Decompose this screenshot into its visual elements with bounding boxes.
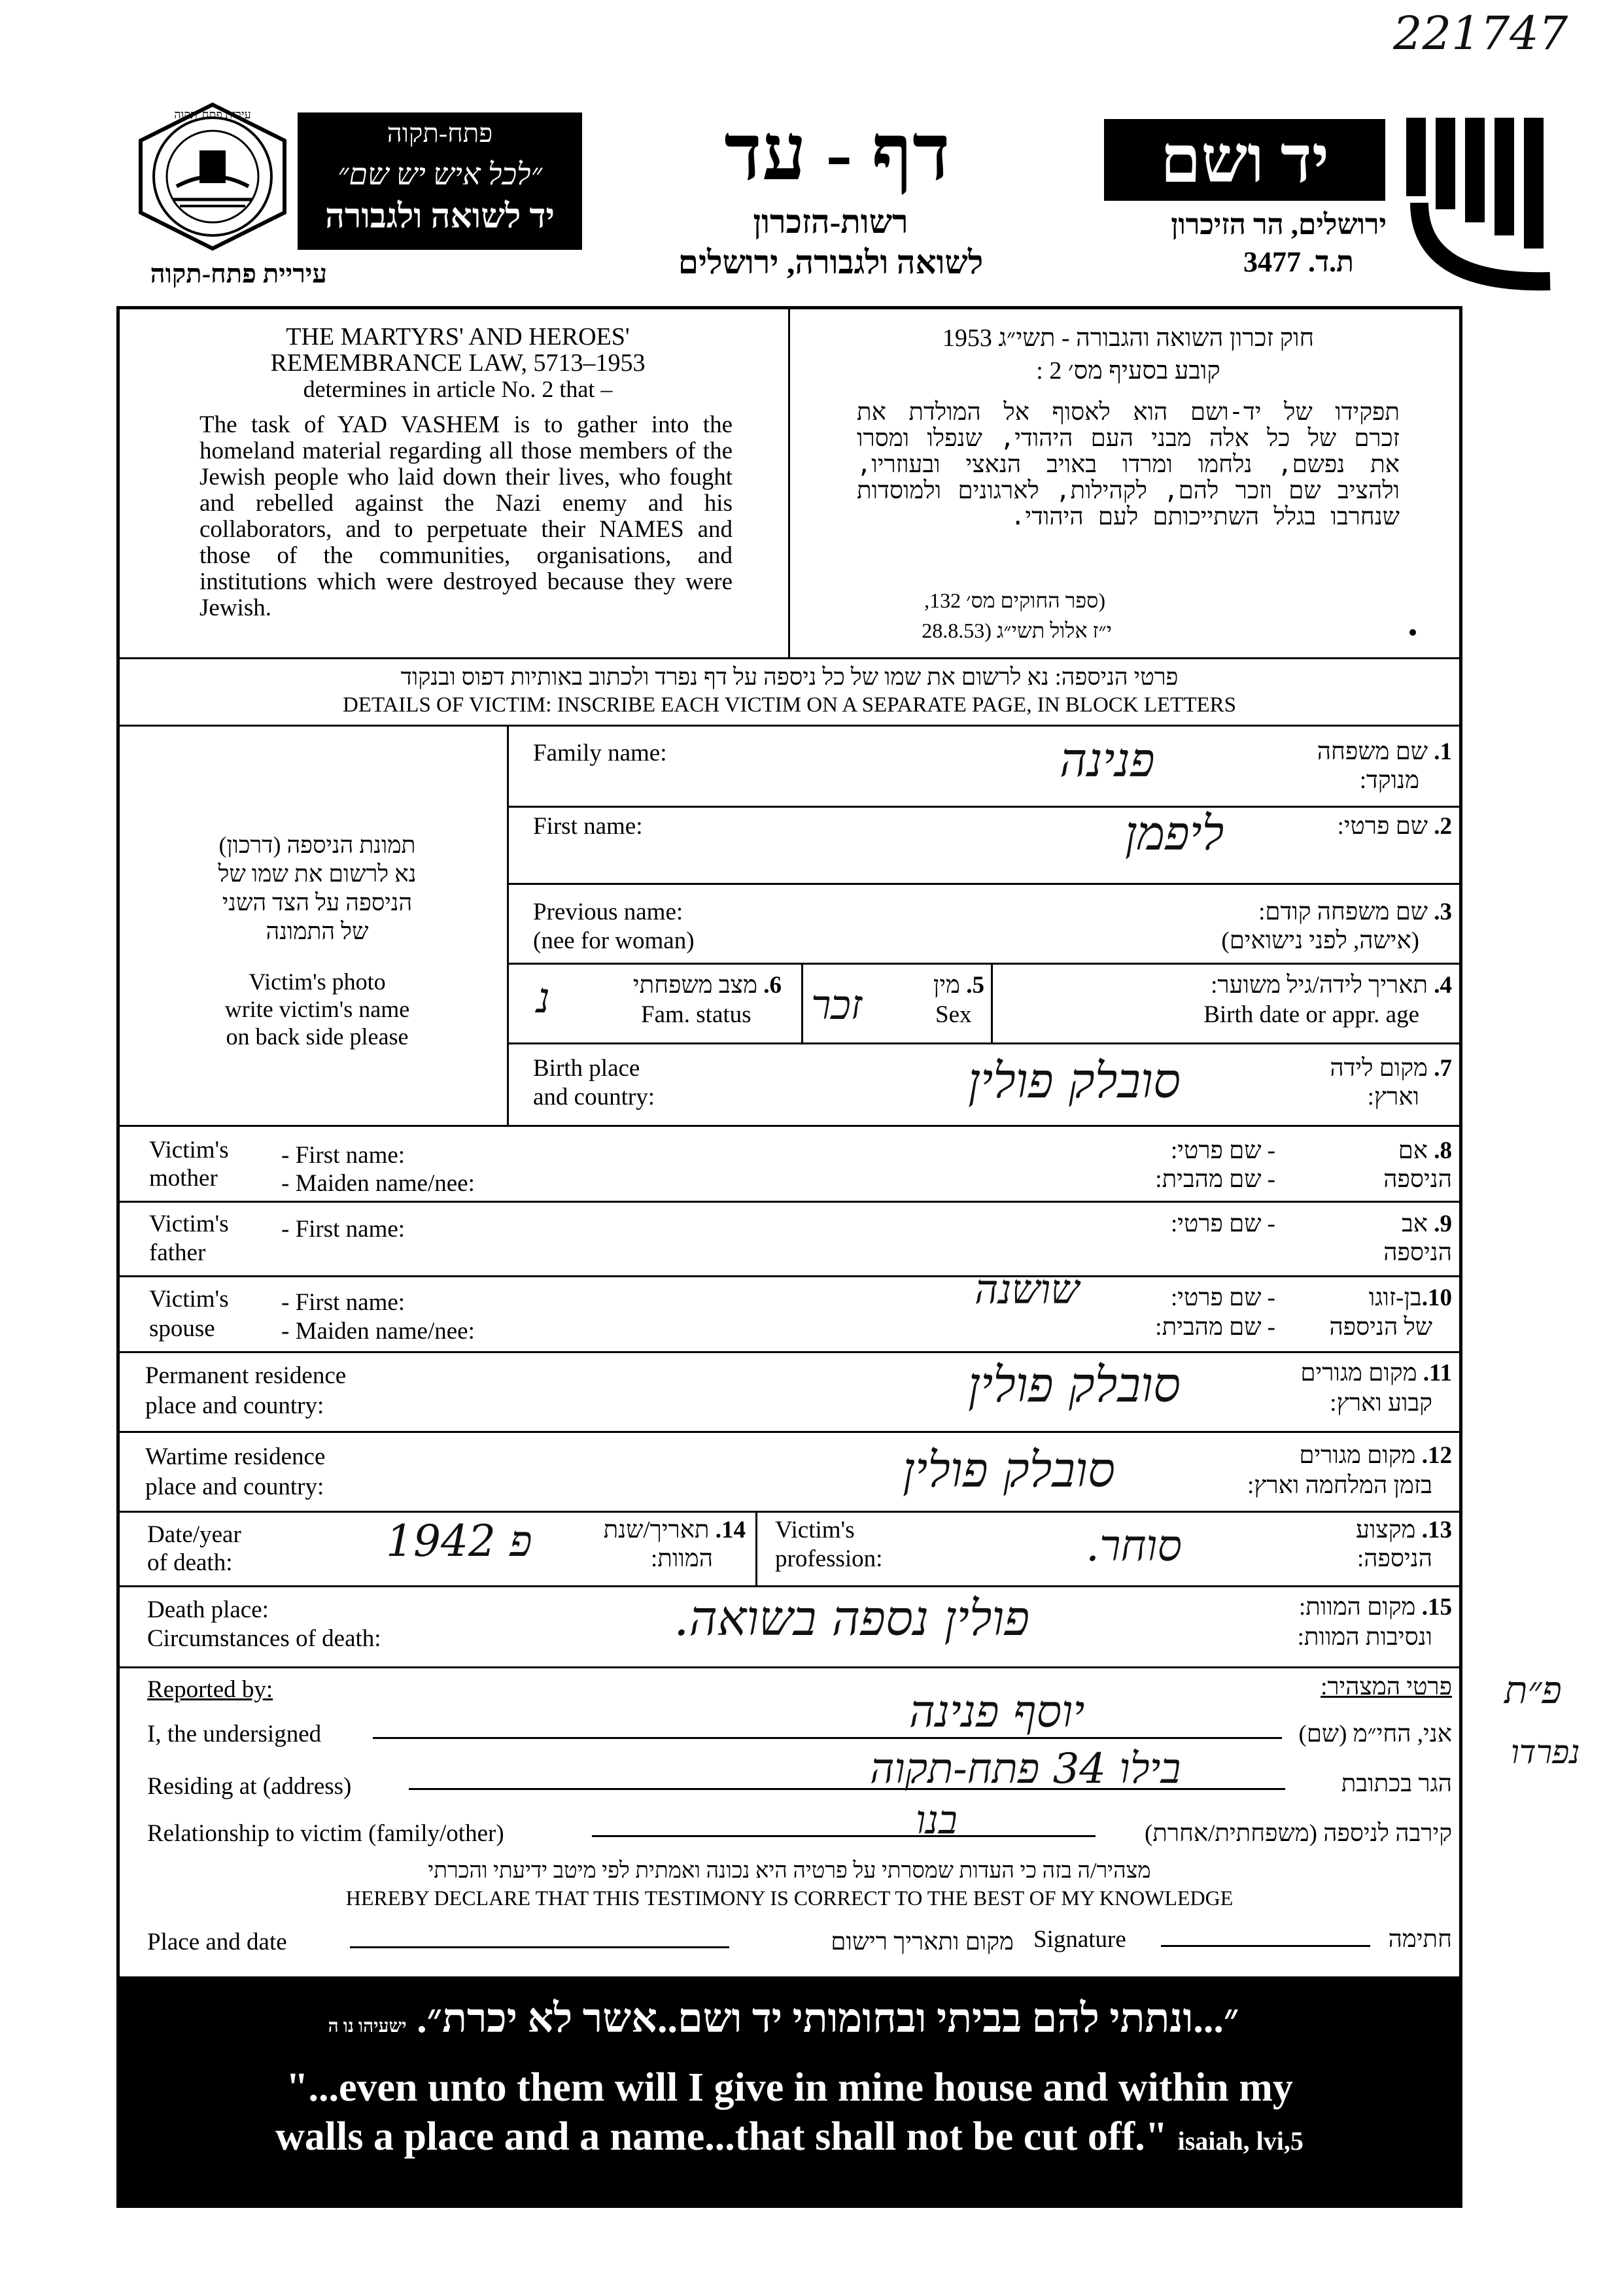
photo-en2: write victim's name: [224, 996, 410, 1022]
previous-name-he1: 3. שם משפחה קודם:: [1258, 899, 1452, 925]
undersigned-label: I, the undersigned: [147, 1721, 322, 1747]
birth-place-value[interactable]: סובלק פולין: [968, 1053, 1181, 1109]
father-first-en: - First name:: [281, 1216, 406, 1243]
law-he-ref1: (ספר החוקים מס׳ 132,: [924, 589, 1105, 612]
mother-he-b: הניספה: [1383, 1166, 1452, 1193]
previous-name-label1: Previous name:: [533, 899, 683, 925]
reporter-address-value[interactable]: בילו 34 פתח-תקוה: [870, 1745, 1181, 1793]
war-res-he2: בזמן המלחמה וארץ:: [1247, 1472, 1432, 1499]
spouse-he-b: של הניספה: [1329, 1314, 1432, 1341]
death-date-label1: Date/year: [147, 1521, 241, 1548]
mother-first-en: - First name:: [281, 1142, 406, 1169]
signature-he: חתימה: [1388, 1926, 1452, 1953]
death-date-value[interactable]: 1942 פ: [386, 1516, 532, 1566]
sex-en: Sex: [935, 1001, 972, 1028]
footer-quote-box: [116, 1976, 1462, 2208]
profession-value[interactable]: סוחר.: [1086, 1521, 1182, 1571]
photo-he4: של התמונה: [266, 918, 369, 944]
profession-he1: 13. מקצוע: [1355, 1517, 1452, 1543]
fam-status-he: 6. מצב משפחתי: [632, 972, 782, 999]
family-name-label: Family name:: [533, 740, 667, 766]
petah-tikva-box: [298, 112, 582, 250]
authority-line2: לשואה ולגבורה, ירושלים: [678, 244, 984, 281]
details-header-he: פרטי הניספה: נא לרשום את שמו של כל ניספה על דף נפרד ולכתוב באותיות דפוס ובנקוד: [400, 664, 1179, 690]
undersigned-he: אני, החי״מ (שם): [1298, 1721, 1452, 1747]
war-res-label1: Wartime residence: [145, 1443, 326, 1470]
mother-maiden-en: - Maiden name/nee:: [281, 1170, 475, 1197]
spouse-first-en: - First name:: [281, 1289, 406, 1316]
war-res-label2: place and country:: [145, 1473, 324, 1500]
menorah-icon: [1400, 111, 1570, 294]
law-he-title1: חוק זכרון השואה והגבורה - תשי״ג 1953: [942, 324, 1315, 352]
details-header-en: DETAILS OF VICTIM: INSCRIBE EACH VICTIM ON A SEPARATE PAGE, IN BLOCK LETTERS: [342, 693, 1237, 717]
seal-ring-text: עירית פתח־תקוה: [174, 108, 251, 121]
profession-he2: הניספה:: [1356, 1545, 1432, 1572]
father-he-b: הניספה: [1383, 1239, 1452, 1266]
spouse-label1: Victim's: [149, 1286, 229, 1313]
first-name-he: 2. שם פרטי:: [1337, 813, 1452, 840]
photo-en3: on back side please: [226, 1024, 409, 1050]
box-line3: יד לשואה ולגבורה: [325, 198, 555, 235]
previous-name-he2: (אישה, לפני נישואים): [1221, 927, 1419, 954]
war-res-value[interactable]: סובלק פולין: [903, 1442, 1116, 1498]
relationship-label: Relationship to victim (family/other): [147, 1820, 504, 1847]
place-date-he: מקום ותאריך רישום: [831, 1929, 1014, 1955]
mother-first-he: - שם פרטי:: [1171, 1137, 1275, 1164]
death-place-he1: 15. מקום המוות:: [1298, 1594, 1452, 1621]
sex-value[interactable]: זכר: [811, 981, 863, 1029]
fam-status-en: Fam. status: [641, 1001, 752, 1028]
perm-res-label1: Permanent residence: [145, 1362, 347, 1389]
perm-res-label2: place and country:: [145, 1392, 324, 1419]
law-he-title2: קובע בסעיף מס׳ 2 :: [1036, 357, 1220, 385]
photo-en1: Victim's photo: [249, 969, 386, 995]
photo-he3: הניספה על הצד השני: [222, 889, 413, 916]
authority-line1: רשות-הזכרון: [753, 203, 908, 240]
profession-label1: Victim's: [775, 1517, 855, 1543]
spouse-first-he: - שם פרטי:: [1171, 1284, 1275, 1311]
law-en-body: The task of YAD VASHEM is to gather into the homeland material regarding all those members of the Jewish people who laid down their lives, who fought and rebelled against the Nazi enemy and his collaborators, and to perpetuate their NAMES and those of the communities, organisations, and institutions which were destroyed because they were Jewish.: [199, 411, 733, 621]
family-name-value[interactable]: פנינה: [1060, 732, 1155, 787]
birth-place-label2: and country:: [533, 1084, 655, 1110]
relationship-value[interactable]: בנו: [916, 1797, 958, 1843]
death-place-label2: Circumstances of death:: [147, 1625, 381, 1652]
fam-status-value[interactable]: נ: [536, 974, 550, 1023]
mother-label1: Victim's: [149, 1137, 229, 1163]
perm-res-he2: קבוע וארץ:: [1330, 1390, 1432, 1417]
law-en-title1: THE MARTYRS' AND HEROES': [286, 323, 630, 351]
death-date-he1: 14. תאריך/שנת: [603, 1517, 746, 1543]
footer-he-quote: ״...ונתתי להם בביתי ובחומותי יד ושם..אשר לא יכרת״. ישעיהו נו ה: [328, 1997, 1239, 2041]
law-he-ref2: י״ז אלול תשי״ג (28.8.53: [922, 619, 1112, 642]
first-name-value[interactable]: ליפמן: [1125, 806, 1224, 861]
footer-en-line1: "...even unto them will I give in mine house and within my: [286, 2065, 1293, 2110]
birth-place-label1: Birth place: [533, 1055, 640, 1082]
spouse-maiden-he: - שם מהבית:: [1155, 1314, 1275, 1341]
perm-res-value[interactable]: סובלק פולין: [968, 1357, 1181, 1413]
previous-name-label2: (nee for woman): [533, 927, 695, 954]
menorah-logo: [1400, 111, 1570, 294]
city-caption: עיריית פתח-תקוה: [150, 259, 327, 288]
declaration-he: מצהיר/ה בזה כי העדות שמסרתי על פרטיה היא נכונה ואמתית לפי מיטב ידיעתי והכרתי: [428, 1859, 1151, 1883]
relationship-he: קירבה לניספה (משפחתית/אחרת): [1144, 1820, 1452, 1847]
bullet-dot: [1409, 629, 1416, 636]
spouse-value[interactable]: שושנה: [975, 1265, 1080, 1313]
declaration-en: HEREBY DECLARE THAT THIS TESTIMONY IS CORRECT TO THE BEST OF MY KNOWLEDGE: [345, 1886, 1234, 1910]
place-date-label: Place and date: [147, 1929, 287, 1955]
po-box: ת.ד. 3477: [1243, 246, 1354, 278]
seal-icon: [137, 101, 288, 252]
death-place-label1: Death place:: [147, 1596, 269, 1623]
perm-res-he1: 11. מקום מגורים: [1300, 1360, 1452, 1386]
yad-vashem-logo: יד ושם: [1104, 119, 1385, 201]
margin-note2: נפרדו: [1511, 1733, 1580, 1771]
photo-he2: נא לרשום את שמו של: [218, 861, 417, 887]
death-date-he2: המוות:: [651, 1545, 713, 1572]
father-label2: father: [149, 1239, 206, 1266]
war-res-he1: 12. מקום מגורים: [1299, 1442, 1452, 1469]
law-he-body: תפקידו של יד-ושם הוא לאסוף אל המולדת את זכרם של כל אלה מבני העם היהודי, שנפלו ומסרו את נפשם, נלחמו ומרדו באויב הנאצי ובעוזריו, ולהציב שם וזכר להם, לקהילות, לארגונים ולמוסדות שנחרבו בגלל השתייכותם לעם היהודי.: [857, 398, 1400, 530]
death-date-label2: of death:: [147, 1549, 233, 1576]
reported-by-label: Reported by:: [147, 1676, 273, 1703]
birth-place-he1: 7. מקום לידה: [1330, 1055, 1452, 1082]
law-en-title2: REMEMBRANCE LAW, 5713–1953: [270, 349, 646, 377]
box-line1: פתח-תקוה: [387, 118, 493, 148]
box-line2: ״לכל איש יש שם״: [337, 158, 543, 191]
form-title: דף - עד: [724, 109, 950, 196]
archive-number: 221747: [1393, 7, 1568, 60]
family-name-he2: מנוקד:: [1359, 767, 1419, 794]
photo-he1: תמונת הניספה (דרכון): [218, 832, 416, 858]
first-name-label: First name:: [533, 813, 643, 840]
margin-note1: פ״ת: [1504, 1668, 1562, 1712]
mother-he-a: 8. אם: [1398, 1137, 1452, 1164]
birth-date-he: 4. תאריך לידה/גיל משוער:: [1211, 972, 1452, 999]
death-place-he2: ונסיבות המוות:: [1297, 1624, 1432, 1651]
petah-tikva-seal: [137, 101, 288, 252]
father-first-he: - שם פרטי:: [1171, 1211, 1275, 1237]
birth-date-en: Birth date or appr. age: [1203, 1001, 1419, 1028]
birth-place-he2: וארץ:: [1367, 1084, 1419, 1110]
sex-he: 5. מין: [933, 972, 984, 999]
profession-label2: profession:: [775, 1545, 883, 1572]
reporter-name-value[interactable]: יוסף פנינה: [909, 1686, 1085, 1738]
address-label: Residing at (address): [147, 1773, 352, 1800]
mother-maiden-he: - שם מהבית:: [1155, 1166, 1275, 1193]
law-en-title3: determines in article No. 2 that –: [303, 376, 613, 402]
yad-vashem-address: ירושלים, הר הזיכרון: [1171, 209, 1387, 241]
death-place-value[interactable]: פולין נספה בשואה.: [674, 1591, 1030, 1647]
address-he: הגר בכתובת: [1341, 1770, 1452, 1797]
spouse-label2: spouse: [149, 1315, 215, 1342]
reporter-he-title: פרטי המצהיר:: [1321, 1674, 1452, 1700]
family-name-he1: 1. שם משפחה: [1317, 738, 1452, 765]
mother-label2: mother: [149, 1165, 218, 1192]
father-label1: Victim's: [149, 1211, 229, 1237]
signature-label: Signature: [1033, 1926, 1126, 1953]
footer-en-line2: walls a place and a name...that shall not be cut off." isaiah, lvi,5: [275, 2114, 1304, 2159]
father-he-a: 9. אב: [1401, 1211, 1452, 1237]
spouse-maiden-en: - Maiden name/nee:: [281, 1318, 475, 1345]
spouse-he-a: 10.בן-זוגו: [1368, 1284, 1452, 1311]
